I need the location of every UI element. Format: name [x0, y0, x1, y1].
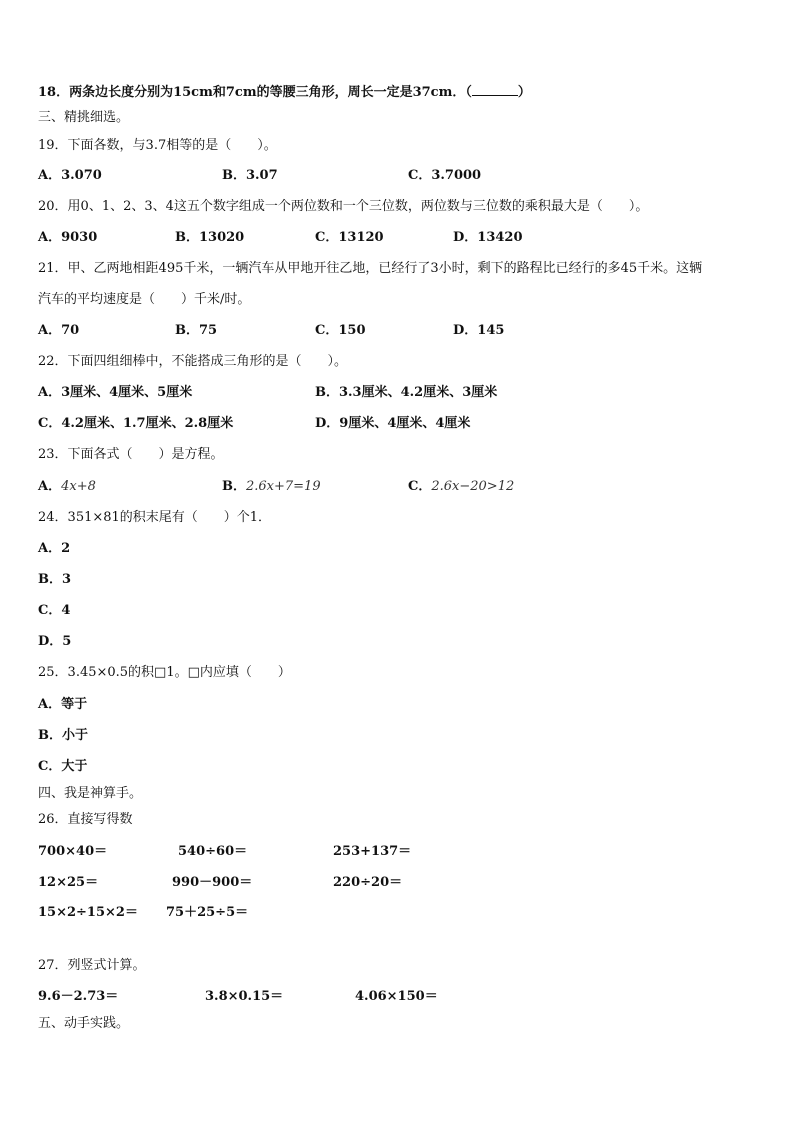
- q21-option-d[interactable]: D．145: [453, 323, 505, 338]
- q23-option-a-label: A．: [38, 479, 62, 494]
- q26-item[interactable]: 700×40＝: [38, 844, 108, 859]
- q21-option-c[interactable]: C．150: [315, 323, 366, 338]
- q19-option-b[interactable]: B．3.07: [222, 168, 278, 183]
- q26-item[interactable]: 540÷60＝: [178, 844, 248, 859]
- q20-option-a[interactable]: A．9030: [38, 230, 98, 245]
- q24-option-c[interactable]: C．4: [38, 603, 71, 618]
- question-25: 25．3.45×0.5的积□1。□内应填（ ）: [38, 665, 291, 680]
- q24-option-b[interactable]: B．3: [38, 572, 72, 587]
- q23-option-b-label: B．: [222, 479, 246, 494]
- q19-option-c[interactable]: C．3.7000: [408, 168, 482, 183]
- section-3-heading: 三、精挑细选。: [38, 110, 130, 125]
- question-18-close: ）: [517, 85, 531, 100]
- q23-option-b-expr: 2.6x+7=19: [246, 479, 321, 494]
- q20-option-c[interactable]: C．13120: [315, 230, 384, 245]
- q23-option-c-label: C．: [408, 479, 432, 494]
- q25-option-b[interactable]: B．小于: [38, 728, 88, 743]
- q22-option-b[interactable]: B．3.3厘米、4.2厘米、3厘米: [315, 385, 498, 400]
- q23-option-b[interactable]: [222, 479, 321, 495]
- q20-option-b[interactable]: B．13020: [175, 230, 245, 245]
- question-27: 27．列竖式计算。: [38, 958, 146, 973]
- q22-option-c[interactable]: C．4.2厘米、1.7厘米、2.8厘米: [38, 416, 234, 431]
- q26-item[interactable]: 75＋25÷5＝: [166, 905, 249, 920]
- q21-option-a[interactable]: A．70: [38, 323, 80, 338]
- q23-option-a-expr: 4x+8: [61, 479, 96, 494]
- question-24: 24．351×81的积末尾有（ ）个1．: [38, 510, 272, 525]
- q22-option-a[interactable]: A．3厘米、4厘米、5厘米: [38, 385, 193, 400]
- q25-option-a[interactable]: A．等于: [38, 697, 88, 712]
- question-19: 19．下面各数，与3.7相等的是（ ）。: [38, 138, 277, 153]
- q23-option-a[interactable]: [38, 479, 96, 495]
- section-4-heading: 四、我是神算手。: [38, 786, 143, 801]
- question-21-line-1: 21．甲、乙两地相距495千米，一辆汽车从甲地开往乙地，已经行了3小时，剩下的路程比已经行的多45千米。这辆: [38, 261, 703, 276]
- question-23: 23．下面各式（ ）是方程。: [38, 447, 224, 462]
- question-18-text: 18．两条边长度分别为15cm和7cm的等腰三角形，周长一定是37cm．（: [38, 85, 472, 100]
- q23-option-c[interactable]: [408, 479, 514, 495]
- q26-item[interactable]: 990－900＝: [172, 875, 253, 890]
- q20-option-d[interactable]: D．13420: [453, 230, 523, 245]
- q24-option-d[interactable]: D．5: [38, 634, 72, 649]
- q19-option-a[interactable]: A．3.070: [38, 168, 102, 183]
- q26-item[interactable]: 253+137＝: [333, 844, 412, 859]
- q25-option-c[interactable]: C．大于: [38, 759, 88, 774]
- q22-option-d[interactable]: D．9厘米、4厘米、4厘米: [315, 416, 471, 431]
- q26-item[interactable]: 15×2÷15×2＝: [38, 905, 138, 920]
- q24-option-a[interactable]: A．2: [38, 541, 71, 556]
- question-26: 26．直接写得数: [38, 812, 133, 827]
- question-21-line-2: 汽车的平均速度是（ ）千米/时。: [38, 292, 251, 307]
- q27-item[interactable]: 9.6－2.73＝: [38, 989, 119, 1004]
- q27-item[interactable]: 3.8×0.15＝: [205, 989, 284, 1004]
- q23-option-c-expr: 2.6x−20>12: [431, 479, 515, 494]
- question-18: [38, 83, 531, 101]
- q26-item[interactable]: 12×25＝: [38, 875, 99, 890]
- answer-blank[interactable]: [472, 83, 518, 96]
- q27-item[interactable]: 4.06×150＝: [355, 989, 438, 1004]
- q26-item[interactable]: 220÷20＝: [333, 875, 403, 890]
- question-22: 22．下面四组细棒中，不能搭成三角形的是（ ）。: [38, 354, 348, 369]
- question-20: 20．用0、1、2、3、4这五个数字组成一个两位数和一个三位数，两位数与三位数的乘积最大是（ ）。: [38, 199, 649, 214]
- section-5-heading: 五、动手实践。: [38, 1016, 130, 1031]
- q21-option-b[interactable]: B．75: [175, 323, 218, 338]
